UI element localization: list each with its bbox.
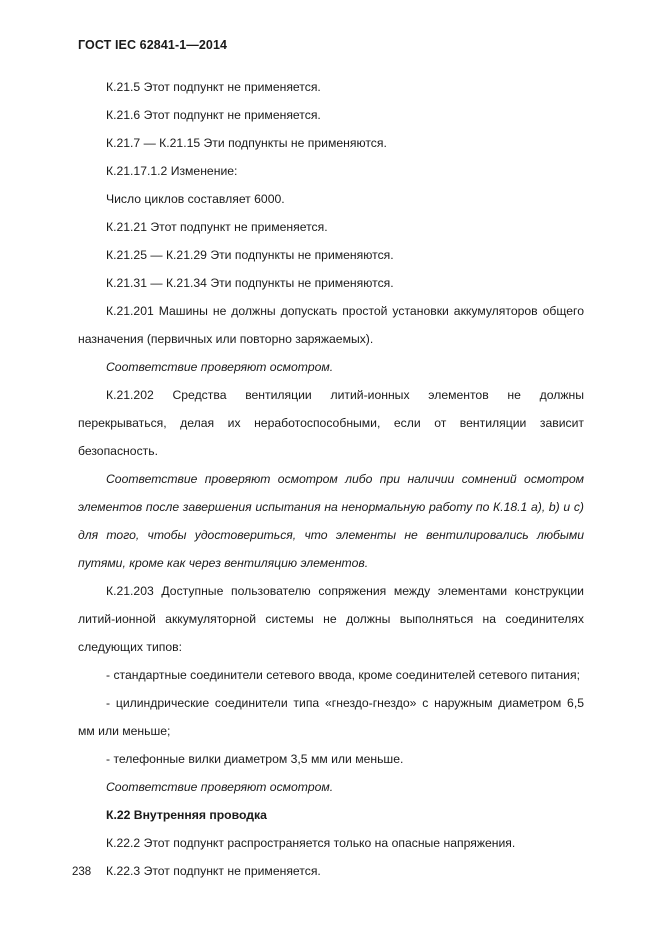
compliance-note: Соответствие проверяют осмотром либо при наличии сомнений осмотром элементов после завершения испытания на ненормальную работу по К.18.1 a), b) и c) для того, чтобы удостовериться, что элементы не вентилировались любыми путями, кроме как через вентиляцию элементов.: [78, 472, 584, 570]
paragraph: К.21.203 Доступные пользователю сопряжения между элементами конструкции литий-ионной аккумуляторной системы не должны выполняться на соединителях следующих типов:: [78, 584, 584, 654]
page-number: 238: [72, 866, 92, 878]
paragraph: К.21.201 Машины не должны допускать простой установки аккумуляторов общего назначения (первичных или повторно заряжаемых).: [78, 304, 584, 346]
list-item: - цилиндрические соединители типа «гнездо-гнездо» с наружным диаметром 6,5 мм или меньше;: [78, 696, 584, 738]
paragraph: К.21.25 — К.21.29 Эти подпункты не применяются.: [106, 248, 394, 262]
paragraph: К.21.6 Этот подпункт не применяется.: [106, 108, 321, 122]
document-body: [78, 73, 584, 885]
paragraph: К.21.31 — К.21.34 Эти подпункты не применяются.: [106, 276, 394, 290]
paragraph: К.21.202 Средства вентиляции литий-ионных элементов не должны перекрываться, делая их неработоспособными, если от вентиляции зависит безопасность.: [78, 388, 584, 458]
compliance-note: Соответствие проверяют осмотром.: [106, 780, 334, 794]
paragraph: К.22.2 Этот подпункт распространяется только на опасные напряжения.: [106, 836, 516, 850]
paragraph: К.21.21 Этот подпункт не применяется.: [106, 220, 328, 234]
section-heading: К.22 Внутренняя проводка: [106, 808, 267, 822]
list-item: - стандартные соединители сетевого ввода, кроме соединителей сетевого питания;: [106, 668, 580, 682]
paragraph: К.22.3 Этот подпункт не применяется.: [106, 864, 321, 878]
compliance-note: Соответствие проверяют осмотром.: [106, 360, 334, 374]
list-item: - телефонные вилки диаметром 3,5 мм или меньше.: [106, 752, 404, 766]
paragraph: К.21.7 — К.21.15 Эти подпункты не применяются.: [106, 136, 387, 150]
document-header: ГОСТ IEC 62841-1—2014: [78, 38, 228, 52]
paragraph: Число циклов составляет 6000.: [106, 192, 285, 206]
paragraph: К.21.5 Этот подпункт не применяется.: [106, 80, 321, 94]
paragraph: К.21.17.1.2 Изменение:: [106, 164, 238, 178]
